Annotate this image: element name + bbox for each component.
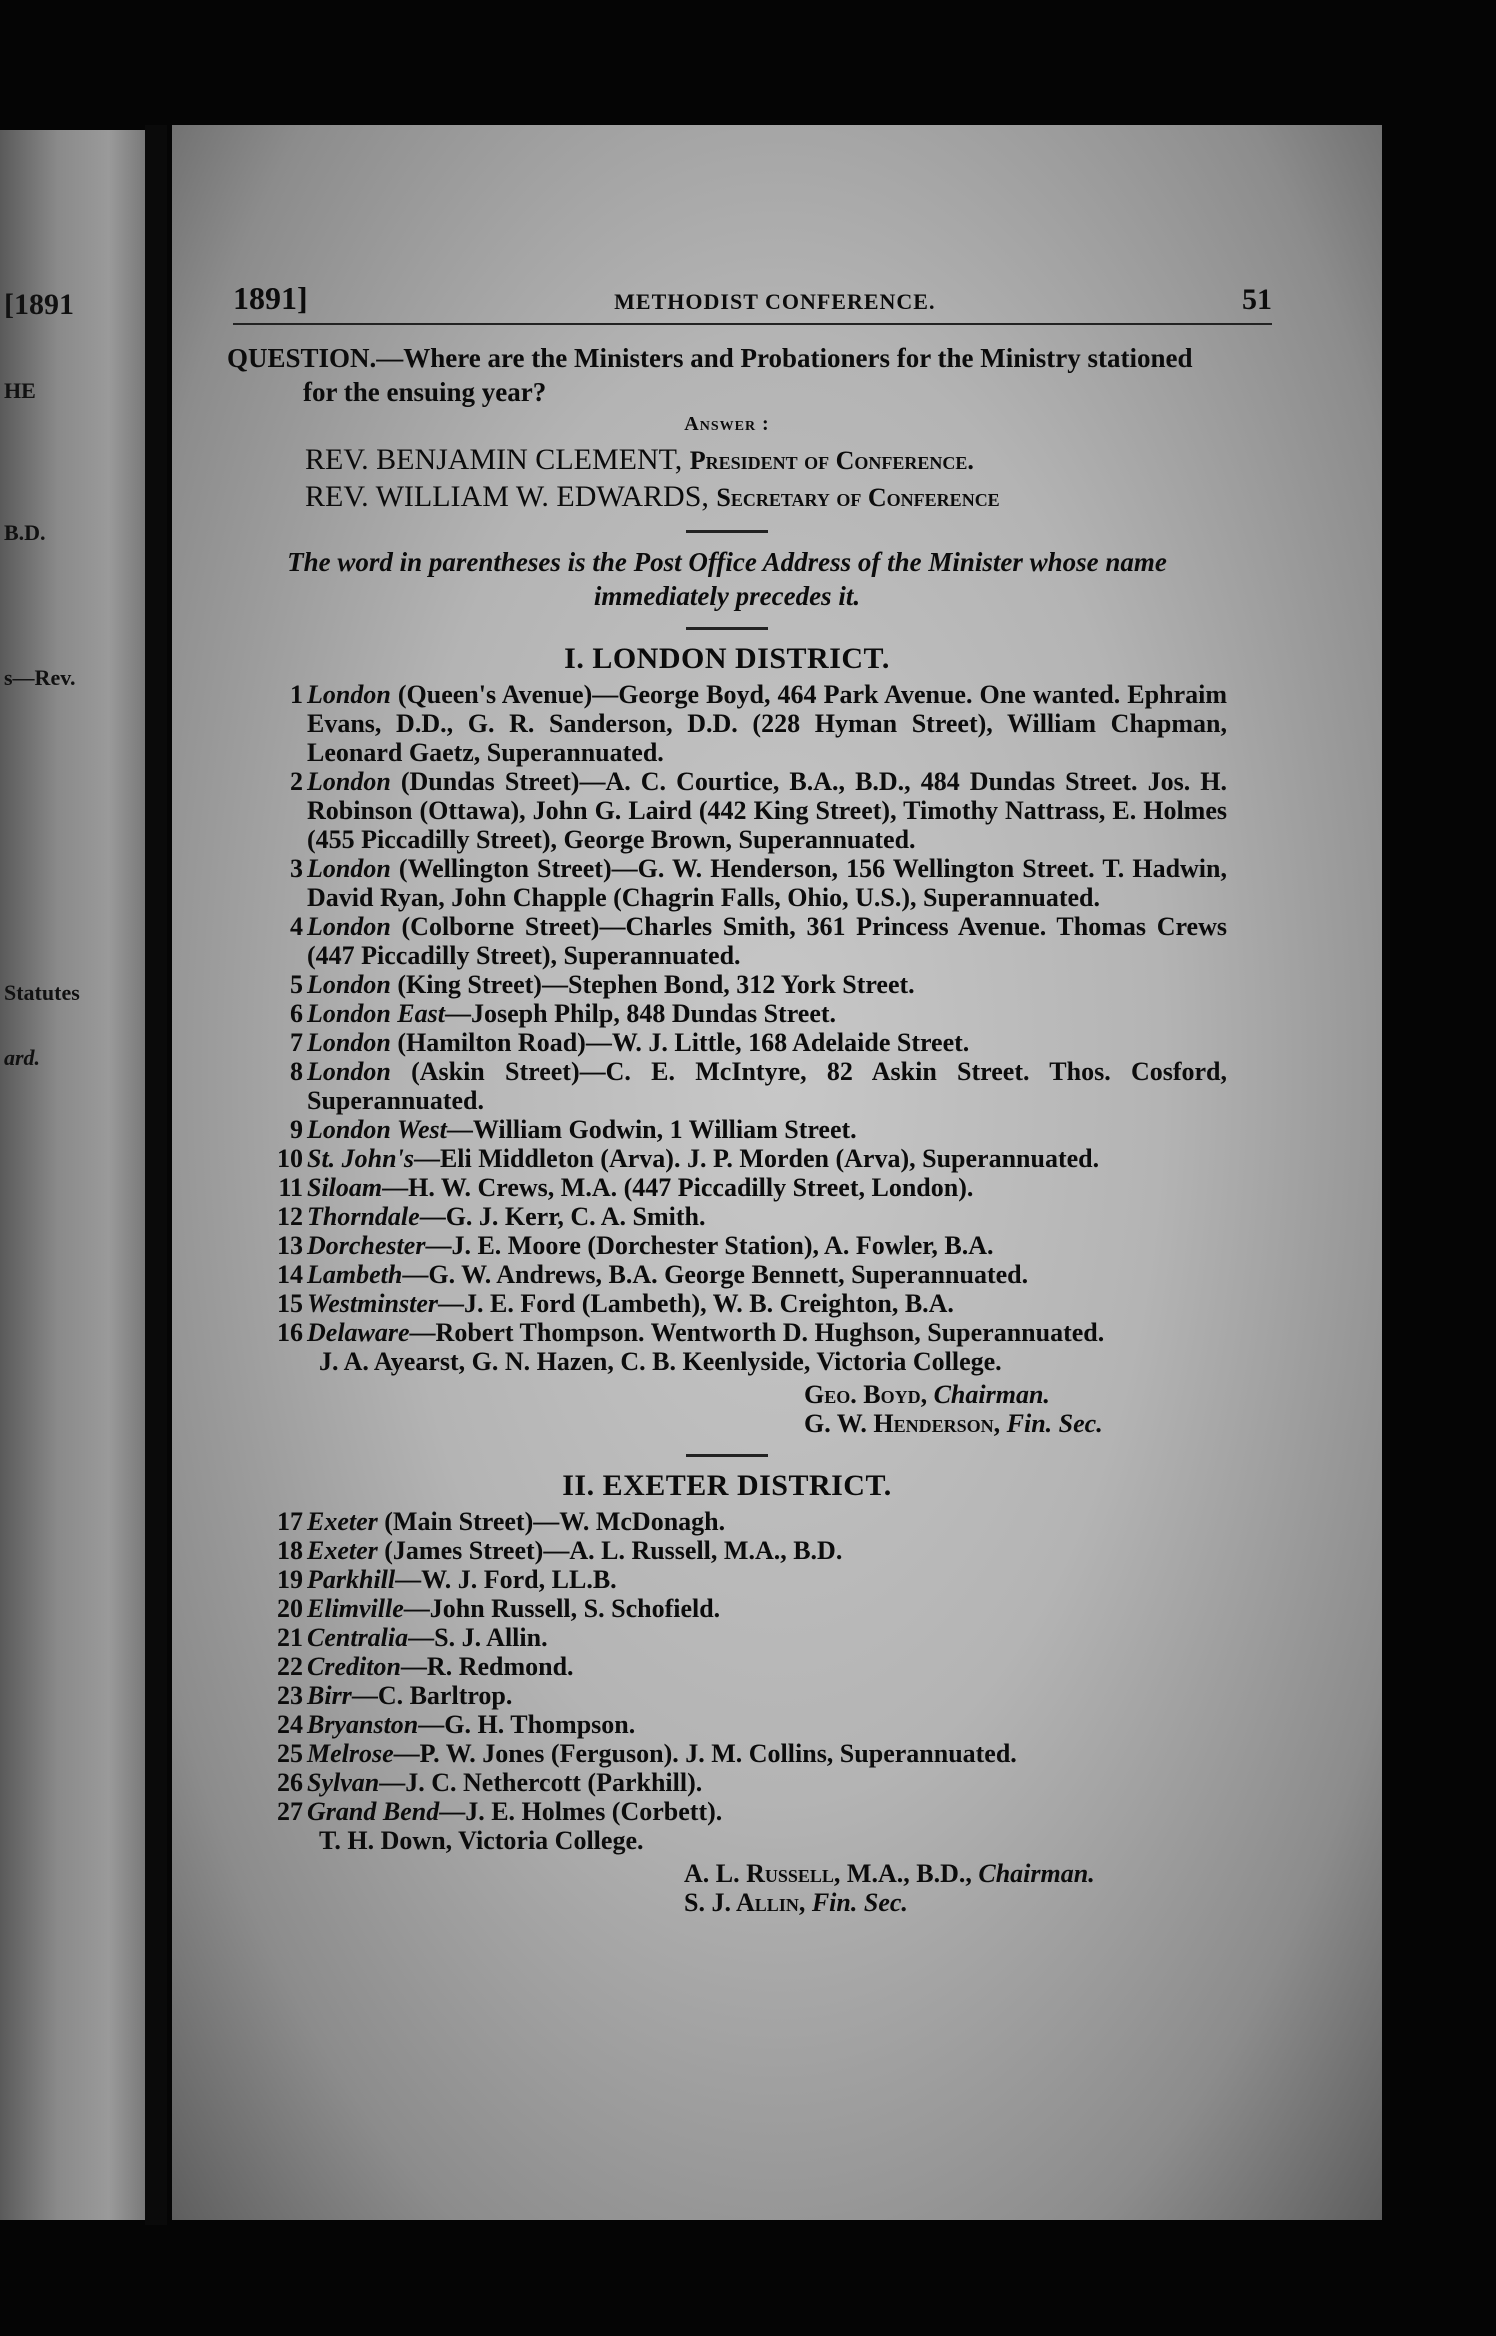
station-entry [249,1507,1227,1536]
entry-number: 5 [290,970,303,999]
entry-number: 10 [277,1144,303,1173]
entry-text: —R. Redmond. [400,1652,574,1681]
running-header [233,280,1272,325]
entry-place: Sylvan [307,1768,380,1797]
entry-number: 14 [277,1260,303,1289]
district-entries [249,680,1227,1438]
left-page-fragment: Statutes [4,980,80,1005]
station-entry [249,1652,1227,1681]
signatory-name: Geo. Boyd, [804,1380,928,1409]
page-gutter [145,125,167,2225]
entry-place: Grand Bend [307,1797,440,1826]
entry-text: —Robert Thompson. Wentworth D. Hughson, Superannuated. [409,1318,1105,1347]
station-entry [249,1797,1227,1826]
entry-number: 1 [290,680,303,709]
station-entry [249,1057,1227,1115]
entry-number: 12 [277,1202,303,1231]
header-title: METHODIST CONFERENCE. [614,289,936,314]
signatory-role: Fin. Sec. [811,1888,908,1917]
entry-number: 9 [290,1115,303,1144]
entry-text: —G. W. Andrews, B.A. George Bennett, Superannuated. [402,1260,1029,1289]
entry-text: —J. E. Ford (Lambeth), W. B. Creighton, B.A. [437,1289,954,1318]
entry-text: —J. C. Nethercott (Parkhill). [379,1768,703,1797]
signature-line [249,1859,1227,1888]
header-year: 1891] [233,280,308,316]
entry-number: 17 [277,1507,303,1536]
entry-place: Delaware [307,1318,410,1347]
entry-number: 15 [277,1289,303,1318]
officer-name: REV. BENJAMIN CLEMENT, [305,443,683,476]
entry-number: 4 [290,912,303,941]
officer-line [305,479,1227,516]
station-entry [249,1681,1227,1710]
entry-place: London West [307,1115,447,1144]
entry-place: London [307,767,391,796]
station-entry [249,1289,1227,1318]
station-entry [249,912,1227,970]
signatory-name: G. W. Henderson, [804,1409,1001,1438]
left-page-fragment: s—Rev. [4,665,76,690]
station-entry [249,1260,1227,1289]
entry-place: Exeter [307,1536,378,1565]
signatory-role: Chairman. [978,1859,1095,1888]
left-page-fragment: ard. [4,1045,41,1070]
section-divider [686,530,768,533]
entry-place: Dorchester [307,1231,426,1260]
station-entry [249,1565,1227,1594]
entry-number: 19 [277,1565,303,1594]
entry-text: (James Street)—A. L. Russell, M.A., B.D. [377,1536,843,1565]
left-page-fragment: [1891 [4,288,74,321]
entry-number: 2 [290,767,303,796]
signatory-name: S. J. Allin, [684,1888,806,1917]
entry-place: Lambeth [307,1260,403,1289]
station-entry [249,1739,1227,1768]
entry-text: (Colborne Street)—Charles Smith, 361 Princess Avenue. Thomas Crews (447 Piccadilly Street), Superannuated. [307,912,1227,970]
signature-line [249,1409,1227,1438]
signature-line [249,1380,1227,1409]
station-entry [249,1623,1227,1652]
station-entry [249,1028,1227,1057]
entry-number: 11 [278,1173,303,1202]
section-divider [686,627,768,630]
entry-text: —Joseph Philp, 848 Dundas Street. [445,999,837,1028]
officer-role: President of Conference. [689,446,974,475]
entry-number: 6 [290,999,303,1028]
address-note: The word in parentheses is the Post Office Address of the Minister whose name immediately precedes it. [287,547,1167,611]
entry-place: London [307,680,391,709]
station-entry [249,1231,1227,1260]
entry-place: Melrose [307,1739,394,1768]
entry-place: London East [307,999,445,1028]
entry-place: Centralia [307,1623,409,1652]
entry-text: (Wellington Street)—G. W. Henderson, 156 Wellington Street. T. Hadwin, David Ryan, John Chapple (Chagrin Falls, Ohio, U.S.), Superannuated. [307,854,1227,912]
station-entry [249,1173,1227,1202]
entry-place: London [307,854,391,883]
station-entry [249,1144,1227,1173]
entry-number: 26 [277,1768,303,1797]
station-entry [249,767,1227,854]
signatory-name: A. L. Russell, M.A., B.D., [684,1859,972,1888]
station-entry [249,680,1227,767]
entry-place: Westminster [307,1289,438,1318]
entry-number: 16 [277,1318,303,1347]
entry-text: —W. J. Ford, LL.B. [395,1565,617,1594]
entry-text: —G. H. Thompson. [418,1710,636,1739]
entry-place: London [307,1057,391,1086]
left-page-fragment: B.D. [4,520,46,545]
entry-number: 7 [290,1028,303,1057]
district-title: II. EXETER DISTRICT. [562,1469,892,1502]
entry-place: St. John's [307,1144,414,1173]
entry-text: (Main Street)—W. McDonagh. [377,1507,726,1536]
entry-number: 24 [277,1710,303,1739]
entry-place: Bryanston [307,1710,419,1739]
station-entry [249,1202,1227,1231]
signatory-role: Fin. Sec. [1006,1409,1103,1438]
entry-text: (Hamilton Road)—W. J. Little, 168 Adelaide Street. [390,1028,970,1057]
station-entry [249,1115,1227,1144]
entry-place: Thorndale [307,1202,420,1231]
entry-text: —J. E. Moore (Dorchester Station), A. Fowler, B.A. [425,1231,994,1260]
entry-place: Crediton [307,1652,401,1681]
section-divider [686,1454,768,1457]
entry-place: Exeter [307,1507,378,1536]
entry-text: —William Godwin, 1 William Street. [446,1115,857,1144]
officer-name: REV. WILLIAM W. EDWARDS, [305,480,709,513]
entry-text: —G. J. Kerr, C. A. Smith. [419,1202,706,1231]
entry-place: London [307,912,391,941]
entry-place: Parkhill [307,1565,396,1594]
document-page [172,125,1382,2220]
entry-number: 27 [277,1797,303,1826]
station-entry [249,854,1227,912]
entry-number: 20 [277,1594,303,1623]
district-continuation: J. A. Ayearst, G. N. Hazen, C. B. Keenlyside, Victoria College. [319,1347,1002,1376]
entry-text: —P. W. Jones (Ferguson). J. M. Collins, Superannuated. [393,1739,1017,1768]
page-number: 51 [1242,283,1272,316]
adjacent-page-edge [0,130,145,2220]
officer-role: Secretary of Conference [716,483,1000,512]
entry-text: —H. W. Crews, M.A. (447 Piccadilly Street, London). [382,1173,974,1202]
answer-label: Answer : [684,413,770,435]
station-entry [249,999,1227,1028]
officer-line [305,442,1227,479]
entry-number: 18 [277,1536,303,1565]
entry-place: Elimville [307,1594,404,1623]
entry-place: Birr [307,1681,352,1710]
left-page-fragment: HE [4,378,36,403]
question-text: QUESTION.—Where are the Ministers and Probationers for the Ministry stationed for the ensuing year? [227,343,1193,407]
entry-text: —S. J. Allin. [408,1623,548,1652]
station-entry [249,1768,1227,1797]
station-entry [249,1318,1227,1347]
entry-place: London [307,1028,391,1057]
page-content [227,280,1272,1917]
entry-number: 8 [290,1057,303,1086]
entry-text: (Askin Street)—C. E. McIntyre, 82 Askin Street. Thos. Cosford, Superannuated. [307,1057,1227,1115]
entry-number: 21 [277,1623,303,1652]
entry-text: —J. E. Holmes (Corbett). [439,1797,723,1826]
district-continuation: T. H. Down, Victoria College. [319,1826,644,1855]
entry-text: (Queen's Avenue)—George Boyd, 464 Park Avenue. One wanted. Ephraim Evans, D.D., G. R. Sanderson, D.D. (228 Hyman Street), William Chapman, Leonard Gaetz, Superannuated. [307,680,1227,767]
signatory-role: Chairman. [933,1380,1050,1409]
station-entry [249,1536,1227,1565]
entry-number: 13 [277,1231,303,1260]
conference-officers [227,442,1227,516]
station-entry [249,970,1227,999]
station-entry [249,1710,1227,1739]
entry-text: —C. Barltrop. [351,1681,513,1710]
entry-text: —John Russell, S. Schofield. [403,1594,721,1623]
entry-number: 25 [277,1739,303,1768]
district-entries [249,1507,1227,1917]
entry-text: —Eli Middleton (Arva). J. P. Morden (Arva), Superannuated. [413,1144,1100,1173]
entry-text: (Dundas Street)—A. C. Courtice, B.A., B.D., 484 Dundas Street. Jos. H. Robinson (Ottawa), John G. Laird (442 King Street), Timothy Nattrass, E. Holmes (455 Piccadilly Street), George Brown, Superannuated. [307,767,1227,854]
entry-text: (King Street)—Stephen Bond, 312 York Street. [390,970,915,999]
entry-number: 22 [277,1652,303,1681]
district-title: I. LONDON DISTRICT. [564,642,890,675]
entry-place: London [307,970,391,999]
entry-place: Siloam [307,1173,383,1202]
station-entry [249,1594,1227,1623]
entry-number: 23 [277,1681,303,1710]
signature-line [249,1888,1227,1917]
entry-number: 3 [290,854,303,883]
